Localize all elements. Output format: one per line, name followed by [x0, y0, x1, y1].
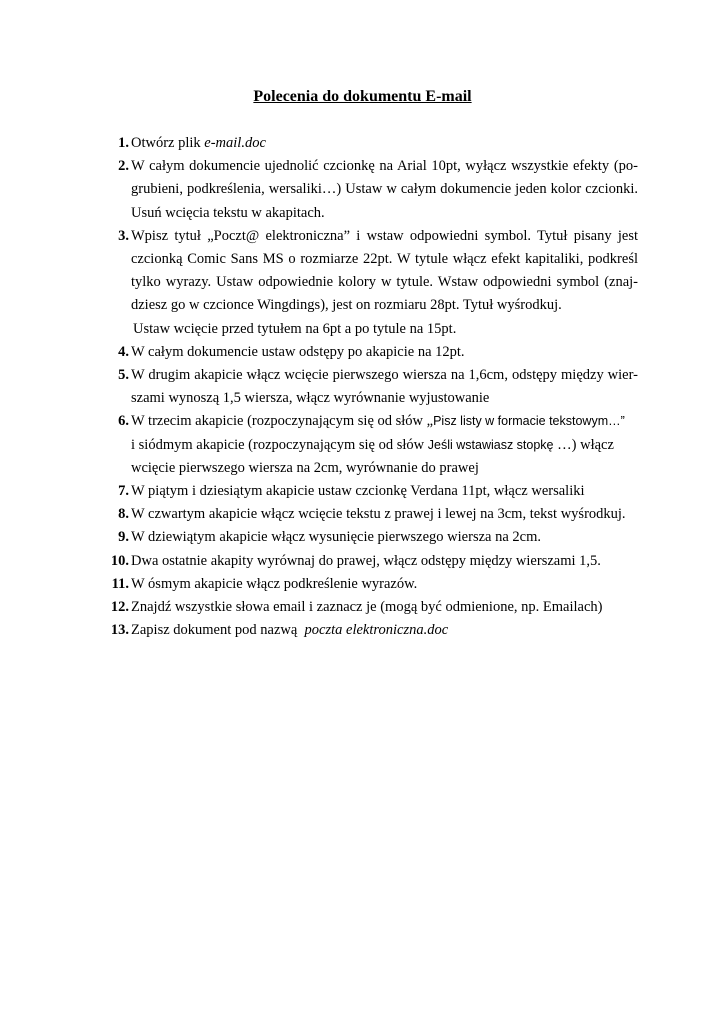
item-text-part: Zapisz dokument pod nazwą	[131, 622, 305, 639]
list-item-1	[108, 132, 638, 155]
item-line: Wpisz tytuł „Poczt@ elektroniczna” i wstaw odpowiedni symbol. Tytuł pisany jest	[131, 227, 638, 244]
item-text-part: i siódmym akapicie (rozpoczynającym się od słów	[131, 436, 428, 453]
list-item-12	[108, 596, 638, 619]
item-text	[129, 132, 638, 155]
item-text	[129, 550, 638, 573]
document-title: Polecenia do dokumentu E-mail	[253, 88, 472, 105]
list-item-5	[108, 364, 638, 410]
list-item-9	[108, 526, 638, 549]
item-line: grubieni, podkreślenia, wersaliki…) Ustaw w całym dokumencie jeden kolor czcionki.	[131, 181, 638, 198]
item-number: 12.	[110, 599, 129, 616]
list-item-2	[108, 155, 638, 225]
item-line: W całym dokumencie ujednolić czcionkę na Arial 10pt, wyłącz wszystkie efekty (po-	[131, 158, 638, 175]
item-line: czcionką Comic Sans MS o rozmiarze 22pt. W tytule włącz efekt kapitaliki, podkreśl	[131, 251, 638, 268]
item-text-part: Otwórz plik	[131, 135, 205, 151]
item-text-part: ”	[620, 414, 625, 429]
item-number: 9.	[118, 529, 129, 546]
item-text	[129, 341, 638, 364]
item-line: W czwartym akapicie włącz wcięcie tekstu z prawej i lewej na 3cm, tekst wyśrodkuj.	[131, 506, 626, 523]
item-text	[129, 155, 638, 225]
item-number: 11.	[111, 575, 129, 592]
item-number: 7.	[118, 483, 129, 500]
list-item-11	[108, 573, 638, 596]
list-item-10	[108, 550, 638, 573]
item-text-part: W trzecim akapicie (rozpoczynającym się od słów „	[131, 413, 434, 430]
item-number: 3.	[118, 227, 129, 244]
item-text	[129, 410, 638, 480]
list-item-4	[108, 341, 638, 364]
item-line: Usuń wcięcia tekstu w akapitach.	[131, 204, 325, 221]
list-item-8	[108, 503, 638, 526]
item-number: 10.	[110, 552, 129, 569]
item-line: Ustaw wcięcie przed tytułem na 6pt a po tytule na 15pt.	[133, 320, 457, 337]
item-text	[129, 619, 638, 642]
item-text	[129, 364, 638, 410]
item-text-part: …) włącz	[553, 436, 614, 453]
item-text	[129, 480, 638, 503]
item-text	[129, 596, 638, 619]
item-number: 6.	[118, 413, 129, 430]
item-line: W drugim akapicie włącz wcięcie pierwszego wiersza na 1,6cm, odstępy między wier-	[131, 367, 638, 384]
file-name: e-mail.doc	[204, 135, 266, 151]
item-number: 5.	[118, 367, 129, 384]
item-line: Dwa ostatnie akapity wyrównaj do prawej, włącz odstępy między wierszami 1,5.	[131, 552, 601, 569]
list-item-7	[108, 480, 638, 503]
item-text	[129, 503, 638, 526]
file-name: poczta elektroniczna.doc	[304, 622, 449, 639]
item-number: 2.	[118, 158, 129, 175]
quoted-phrase: Jeśli wstawiasz stopkę	[427, 437, 554, 452]
item-line: W dziewiątym akapicie włącz wysunięcie pierwszego wiersza na 2cm.	[131, 529, 541, 546]
item-line: szami wynoszą 1,5 wiersza, włącz wyrównanie wyjustowanie	[131, 390, 490, 407]
item-line: dziesz go w czcionce Wingdings), jest on rozmiaru 28pt. Tytuł wyśrodkuj.	[131, 297, 562, 314]
list-item-13	[108, 619, 638, 642]
item-number: 8.	[118, 506, 129, 523]
item-number: 13.	[110, 622, 129, 639]
item-text	[129, 225, 638, 341]
item-text	[129, 526, 638, 549]
quoted-phrase: Pisz listy w formacie tekstowym…	[433, 414, 621, 429]
item-line	[131, 434, 638, 457]
item-text	[129, 573, 638, 596]
item-line: W piątym i dziesiątym akapicie ustaw czcionkę Verdana 11pt, włącz wersaliki	[131, 483, 585, 500]
item-line: Znajdź wszystkie słowa email i zaznacz je (mogą być odmienione, np. Emailach)	[131, 599, 603, 616]
list-item-6	[108, 410, 638, 480]
instruction-list	[108, 132, 638, 642]
list-item-3	[108, 225, 638, 341]
item-line: W całym dokumencie ustaw odstępy po akapicie na 12pt.	[131, 343, 465, 360]
item-number: 1.	[118, 135, 129, 151]
item-number: 4.	[118, 343, 129, 360]
item-line	[131, 410, 638, 433]
item-line: wcięcie pierwszego wiersza na 2cm, wyrównanie do prawej	[131, 459, 479, 476]
item-line: tylko wyrazy. Ustaw odpowiednie kolory w tytule. Wstaw odpowiedni symbol (znaj-	[131, 274, 638, 291]
item-line: W ósmym akapicie włącz podkreślenie wyrazów.	[131, 575, 418, 592]
